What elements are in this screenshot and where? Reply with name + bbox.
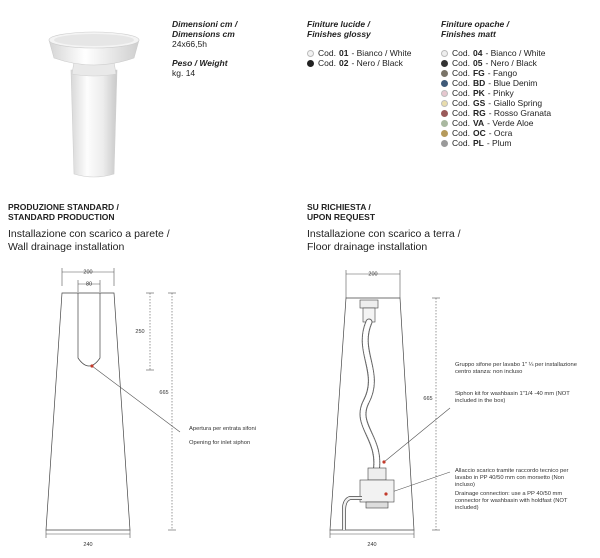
- glossy-finish-item: [307, 58, 432, 68]
- request-note2-it: Allaccio scarico tramite raccordo tecnico per lavabo in PP 40/50 mm con morsetto (Non incluso): [455, 468, 569, 488]
- color-swatch-icon: [441, 120, 448, 127]
- request-heading-en: UPON REQUEST: [307, 212, 376, 222]
- code-label: Cod.: [452, 48, 470, 58]
- std-dim-inner: 80: [85, 281, 93, 288]
- color-swatch-icon: [441, 50, 448, 57]
- std-dim-top: 200: [83, 269, 93, 276]
- color-swatch-icon: [307, 60, 314, 67]
- matt-title: Finiture opache /: [441, 19, 510, 29]
- finish-name: - Verde Aloe: [487, 118, 534, 128]
- matt-title-en: Finishes matt: [441, 29, 496, 39]
- specs-block: [172, 19, 282, 78]
- req-dim-height: 665: [423, 396, 433, 402]
- dimensions-title: Dimensioni cm /: [172, 19, 238, 29]
- finish-code: 04: [472, 48, 483, 58]
- finish-code: OC: [472, 128, 486, 138]
- color-swatch-icon: [441, 70, 448, 77]
- standard-note-it: Apertura per entrata sifoni: [189, 426, 257, 432]
- finish-name: - Ocra: [488, 128, 513, 138]
- request-heading-it: SU RICHIESTA /: [307, 202, 371, 212]
- color-swatch-icon: [307, 50, 314, 57]
- request-note2-en: Drainage connection: use a PP 40/50 mm connector for washbasin with holdfast (NOT included): [455, 491, 568, 511]
- standard-install-en: Wall drainage installation: [8, 240, 125, 253]
- finish-code: PK: [472, 88, 485, 98]
- glossy-title-en: Finishes glossy: [307, 29, 371, 39]
- standard-heading-en: STANDARD PRODUCTION: [8, 212, 115, 222]
- std-dim-slot: 250: [135, 329, 145, 335]
- code-label: Cod.: [452, 88, 470, 98]
- finish-name: - Nero / Black: [351, 58, 403, 68]
- request-install-it: Installazione con scarico a terra /: [307, 228, 461, 240]
- glossy-finishes: [307, 19, 432, 68]
- std-dim-bottom: 240: [83, 542, 93, 548]
- matt-list: [441, 48, 591, 148]
- glossy-title: Finiture lucide /: [307, 19, 370, 29]
- matt-finish-item: [441, 98, 591, 108]
- code-label: Cod.: [318, 48, 336, 58]
- color-swatch-icon: [441, 80, 448, 87]
- finish-code: 02: [338, 58, 349, 68]
- finish-code: GS: [472, 98, 486, 108]
- color-swatch-icon: [441, 60, 448, 67]
- code-label: Cod.: [452, 68, 470, 78]
- drain-connection-marker: [384, 492, 387, 495]
- request-note1-en: Siphon kit for washbasin 1"1/4 -40 mm (NOT included in the box): [455, 391, 570, 404]
- finish-code: 05: [472, 58, 483, 68]
- color-swatch-icon: [441, 130, 448, 137]
- std-dim-height: 665: [159, 390, 169, 396]
- matt-finish-item: [441, 48, 591, 58]
- glossy-list: [307, 48, 432, 68]
- matt-finish-item: [441, 78, 591, 88]
- dimensions-title-en: Dimensions cm: [172, 29, 235, 39]
- code-label: Cod.: [318, 58, 336, 68]
- finish-code: BD: [472, 78, 486, 88]
- standard-install-it: Installazione con scarico a parete /: [8, 228, 170, 240]
- request-install-en: Floor drainage installation: [307, 240, 428, 253]
- finish-name: - Plum: [486, 138, 512, 148]
- req-dim-bottom: 240: [367, 542, 377, 548]
- finish-name: - Pinky: [487, 88, 514, 98]
- matt-finish-item: [441, 108, 591, 118]
- code-label: Cod.: [452, 108, 470, 118]
- weight-title: Peso / Weight: [172, 58, 228, 68]
- color-swatch-icon: [441, 110, 448, 117]
- finish-code: PL: [472, 138, 484, 148]
- finish-name: - Bianco / White: [351, 48, 412, 58]
- code-label: Cod.: [452, 138, 470, 148]
- color-swatch-icon: [441, 90, 448, 97]
- code-label: Cod.: [452, 98, 470, 108]
- standard-technical-drawing: [0, 262, 300, 554]
- finish-code: VA: [472, 118, 485, 128]
- code-label: Cod.: [452, 58, 470, 68]
- finish-code: RG: [472, 108, 486, 118]
- finish-code: 01: [338, 48, 349, 58]
- matt-finish-item: [441, 128, 591, 138]
- code-label: Cod.: [452, 78, 470, 88]
- standard-heading-it: PRODUZIONE STANDARD /: [8, 202, 119, 212]
- finish-name: - Giallo Spring: [488, 98, 543, 108]
- matt-finish-item: [441, 68, 591, 78]
- finish-name: - Blue Denim: [488, 78, 538, 88]
- matt-finish-item: [441, 138, 591, 148]
- finish-name: - Fango: [487, 68, 518, 78]
- matt-finish-item: [441, 58, 591, 68]
- finish-name: - Bianco / White: [485, 48, 546, 58]
- code-label: Cod.: [452, 118, 470, 128]
- matt-finish-item: [441, 118, 591, 128]
- weight-value: kg. 14: [172, 68, 196, 78]
- color-swatch-icon: [441, 140, 448, 147]
- standard-production-section: [8, 202, 258, 253]
- matt-finish-item: [441, 88, 591, 98]
- code-label: Cod.: [452, 128, 470, 138]
- dimensions-value: 24x66,5h: [172, 39, 207, 49]
- siphon-kit-marker: [382, 460, 385, 463]
- color-swatch-icon: [441, 100, 448, 107]
- finish-code: FG: [472, 68, 485, 78]
- req-dim-top: 200: [368, 271, 378, 278]
- upon-request-section: [307, 202, 587, 253]
- product-image-pedestal-washbasin: [44, 22, 144, 182]
- request-note1-it: Gruppo sifone per lavabo 1" ¼ per installazione centro stanza: non incluso: [455, 362, 577, 375]
- glossy-finish-item: [307, 48, 432, 58]
- matt-finishes: [441, 19, 591, 148]
- finish-name: - Rosso Granata: [488, 108, 552, 118]
- siphon-opening-marker: [90, 364, 93, 367]
- standard-note-en: Opening for inlet siphon: [189, 440, 251, 446]
- finish-name: - Nero / Black: [485, 58, 537, 68]
